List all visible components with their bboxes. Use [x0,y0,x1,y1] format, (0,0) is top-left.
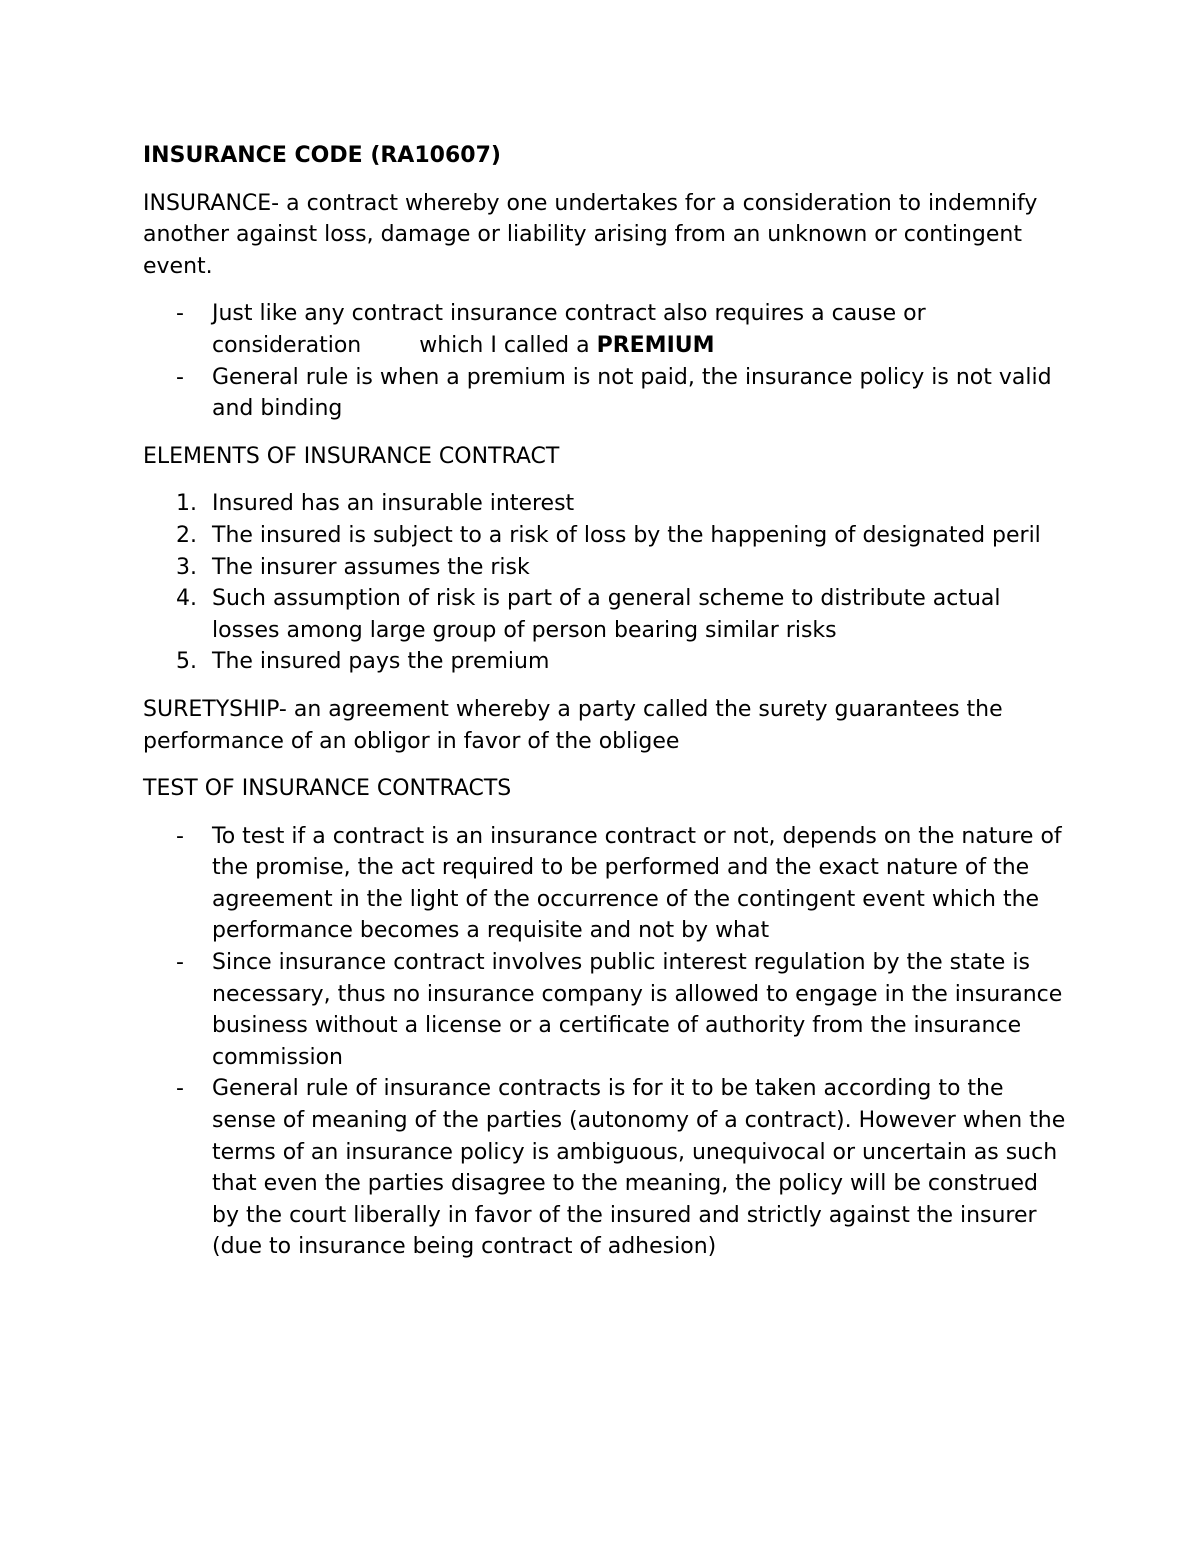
element-text: The insured pays the premium [212,649,550,675]
list-number: 4. [176,586,197,612]
list-item [143,488,1068,520]
element-text: The insurer assumes the risk [212,554,530,580]
premium-rule-text: General rule is when a premium is not paid, the insurance policy is not valid and binding [212,364,1052,422]
list-item [143,298,1068,361]
list-item [143,552,1068,584]
premium-text: Just like any contract insurance contract also requires a cause or consideration [212,301,926,358]
insurance-definition: INSURANCE- a contract whereby one undertakes for a consideration to indemnify another against loss, damage or liability arising from an unknown or contingent event. [143,190,1038,279]
dash-marker: - [176,1076,184,1102]
dash-marker: - [176,301,184,327]
dash-marker: - [176,823,184,849]
list-item [143,646,1068,678]
list-item [143,947,1068,1073]
document-title: INSURANCE CODE (RA10607) [143,143,501,168]
list-item [143,821,1068,947]
premium-term: PREMIUM [596,332,715,358]
list-number: 3. [176,554,197,580]
premium-text-b: which I called a [419,332,590,358]
test-list [143,821,1068,1263]
elements-heading: ELEMENTS OF INSURANCE CONTRACT [143,443,560,469]
element-text: The insured is subject to a risk of loss by the happening of designated peril [212,522,1041,548]
test-point-text: Since insurance contract involves public interest regulation by the state is necessary, thus no insurance company is allowed to engage in the insurance business without a license or a certificate of authority from the insurance commission [212,950,1063,1070]
list-number: 5. [176,649,197,675]
list-item [143,520,1068,552]
elements-list [143,488,1068,678]
document-body [143,140,1068,1279]
dash-marker: - [176,950,184,976]
element-text: Insured has an insurable interest [212,491,575,517]
test-heading: TEST OF INSURANCE CONTRACTS [143,776,512,802]
suretyship-definition: SURETYSHIP- an agreement whereby a party called the surety guarantees the performance of an obligor in favor of the obligee [143,696,1003,754]
test-point-text: To test if a contract is an insurance contract or not, depends on the nature of the promise, the act required to be performed and the exact nature of the agreement in the light of the occurrence of the contingent event which the performance becomes a requisite and not by what [212,823,1062,944]
list-item [143,1073,1068,1263]
premium-list [143,298,1068,424]
element-text: Such assumption of risk is part of a general scheme to distribute actual losses among large group of person bearing similar risks [212,586,1001,643]
list-item [143,583,1068,646]
list-number: 2. [176,522,197,548]
dash-marker: - [176,364,184,390]
test-point-text: General rule of insurance contracts is for it to be taken according to the sense of meaning of the parties (autonomy of a contract). However when the terms of an insurance policy is ambiguous, unequivocal or uncertain as such that even the parties disagree to the meaning, the policy will be construed by the court liberally in favor of the insured and strictly against the insurer (due to insurance being contract of adhesion) [212,1076,1066,1260]
list-number: 1. [176,491,197,517]
list-item [143,362,1068,425]
